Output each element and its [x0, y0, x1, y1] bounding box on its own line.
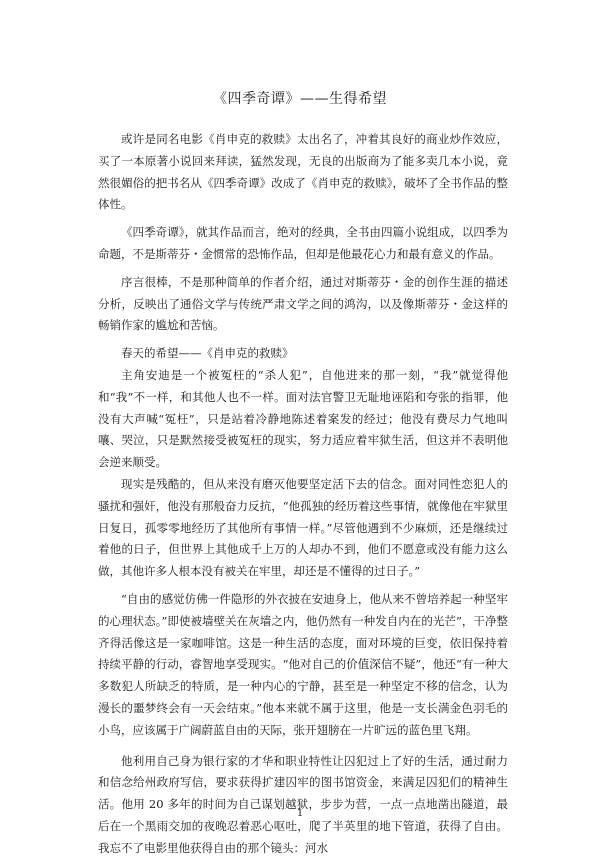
paragraph: 序言很棒，不是那种简单的作者介绍，通过对斯蒂芬・金的创作生涯的描述分析，反映出了通俗文学与传统严肃文学之间的鸿沟，以及像斯蒂芬・金这样的畅销作家的尴尬和苦恼。	[98, 274, 508, 333]
paragraph: 他利用自己身为银行家的才华和职业特性让囚犯过上了好的生活，通过耐力和信念给州政府写信，要求获得扩建囚牢的图书馆资金，来满足囚犯们的精神生活。他用 20 多年的时间为自己谋划越狱，步步为营，一点一点地凿出隧道，最后在一个黑雨交加的夜晚忍着恶心呕吐，爬了半英里的地下管道，获得了自由。我忘不了电影里他获得自由的那个镜头：河水	[98, 753, 508, 855]
document-title: 《四季奇谭》——生得希望	[213, 91, 387, 107]
paragraph: 主角安迪是一个被冤枉的“杀人犯”，自他进来的那一刻，“我”就觉得他和“我”不一样，和其他人也不一样。面对法官警卫无耻地诬陷和夸张的指罪，他没有大声喊“冤枉”，只是站着冷静地陈述着案发的经过；他没有费尽力气地叫嚷、哭泣，只是默然接受被冤枉的现实，努力适应着牢狱生活，但这并不表明他会逆来顺受。	[98, 367, 508, 470]
page-number: 1	[296, 808, 304, 819]
paragraph: “自由的感觉仿佛一件隐形的外衣披在安迪身上，他从来不曾培养起一种坚牢的心理状态。”即使被墙壁关在灰墙之内，他仍然有一种发自内在的光芒”，干净整齐得活像这是一家咖啡馆。这是一种生活的态度，面对环境的巨变，依旧保持着持续平静的行动，睿智地享受现实。“他对自己的价值深信不疑”，他还“有一种大多数犯人所缺乏的特质，是一种内心的宁静，甚至是一种坚定不移的信念，认为漫长的噩梦终会有一天会结束。”他本来就不属于这里，他是一支长满金色羽毛的小鸟，应该属于广阔蔚蓝自由的天际，张开翅膀在一片旷远的蓝色里飞翔。	[98, 591, 508, 737]
paragraph: 《四季奇谭》，就其作品而言，绝对的经典，全书由四篇小说组成，以四季为命题，不是斯蒂芬・金惯常的恐怖作品，但却是他最花心力和最有意义的作品。	[98, 225, 508, 261]
paragraph: 现实是残酷的，但从来没有磨灭他要坚定活下去的信念。面对同性恋犯人的骚扰和强奸，他没有那般奋力反抗，“他孤独的经历着这些事情，就像他在牢狱里日复日，孤零零地经历了其他所有事情一样。”尽管他遇到不少麻烦，还是继续过着他的日子，但世界上其他成千上万的人却办不到，他们不愿意或没有能力这么做，其他许多人根本没有被关在牢里，却还是不懂得的过日子。”	[98, 476, 508, 579]
document-body	[98, 129, 508, 860]
paragraph: 或许是同名电影《肖申克的救赎》太出名了，冲着其良好的商业炒作效应，买了一本原著小说回来拜读，猛然发现，无良的出版商为了能多卖几本小说，竟然很媚俗的把书名从《四季奇谭》改成了《肖申克的救赎》，破坏了全书作品的整体性。	[98, 132, 508, 212]
section-heading: 春天的希望——《肖申克的救赎》	[121, 346, 294, 361]
